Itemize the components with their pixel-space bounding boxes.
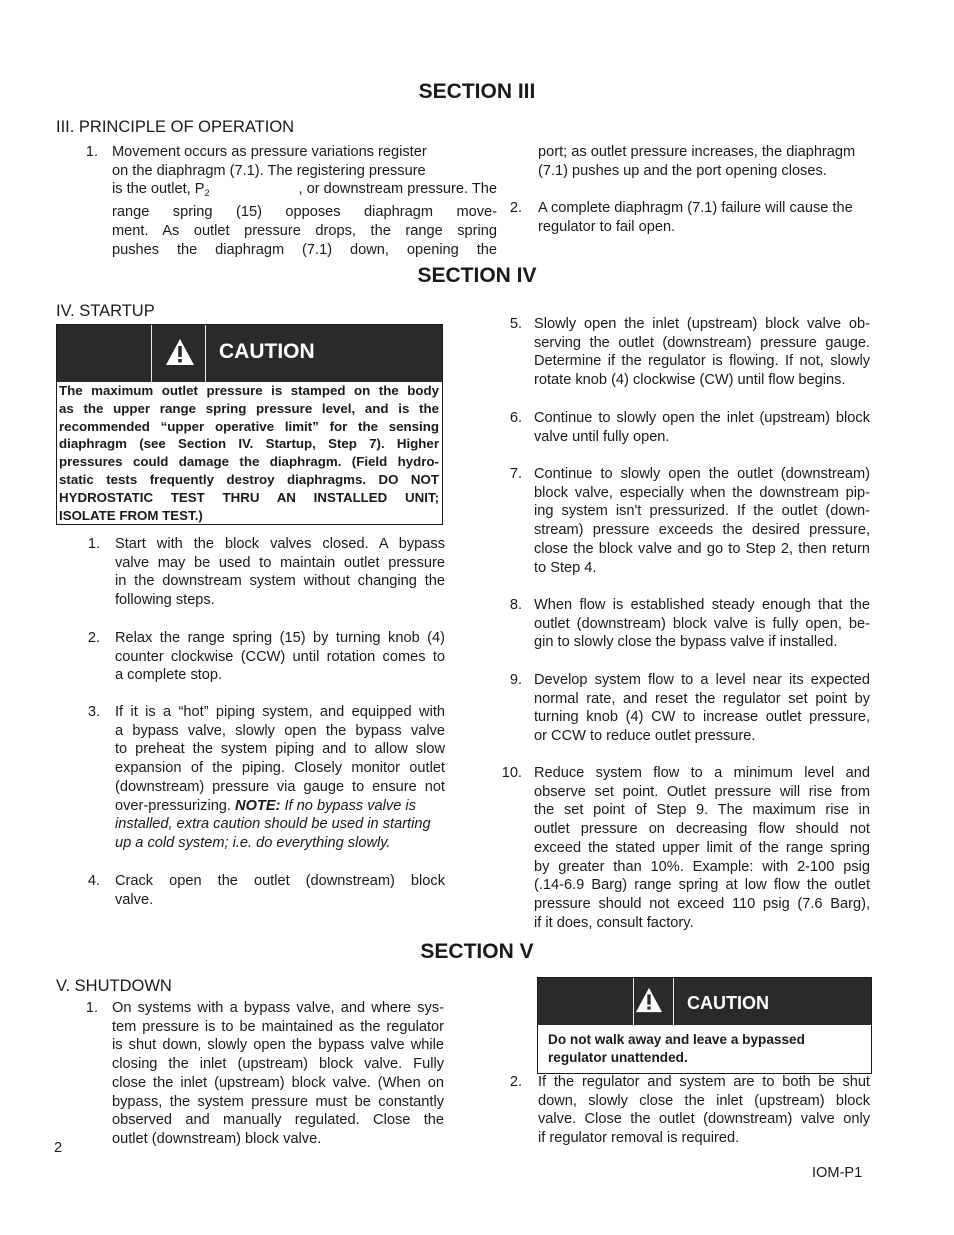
startup-heading: IV. STARTUP (56, 302, 155, 320)
document-code: IOM-P1 (812, 1165, 863, 1181)
shutdown-step-2: 2. If the regulator and system are to both be shut down, slowly close the inlet (upstream) block valve. Close the outlet (downstream) valve only if regulator removal is required. (509, 1074, 870, 1147)
warning-triangle-icon (635, 987, 663, 1013)
principle-item-1: 1. Movement occurs as pressure variations register on the diaphragm (7.1). The registering pressure is the outlet, $P_2$ , or downstream pressure. The range spring (15) opposes diaphragm move- ment. As outlet pressure drops, the range spring pushes the diaphragm (7.1) down, opening the (85, 144, 497, 258)
startup-caution-text: The maximum outlet pressure is stamped on the body as the upper range spring pressure level, and is the recommended “upper operative limit” for the sensing diaphragm (see Section IV. Startup, Step 7). Higher pressures could damage the diaphragm. (Field hydro- static tests frequently destroy diaphragms. DO NOT HYDROSTATIC TEST THRU AN INSTALLED UNIT; ISOLATE FROM TEST.) (59, 383, 439, 523)
shutdown-caution-header (538, 978, 871, 1025)
startup-step-8: 8. When flow is established steady enough that the outlet (downstream) block valve is fully open, be- gin to slowly close the bypass valve if installed. (509, 597, 870, 651)
section-iv-title: SECTION IV (417, 264, 537, 287)
warning-triangle-icon (165, 338, 195, 366)
startup-step-5: 5. Slowly open the inlet (upstream) block valve ob- serving the outlet (downstream) pressure gauge. Determine if the regulator is flowing. If not, slowly rotate knob (4) clockwise (CW) until flow begins. (509, 316, 870, 389)
shutdown-heading: V. SHUTDOWN (56, 977, 172, 995)
startup-step-3: 3. If it is a “hot” piping system, and equipped with a bypass valve, slowly open the bypass valve to preheat the system piping and to allow slow expansion of the piping. Closely monitor outlet (downstream) pressure via gauge to ensure not over-pressurizing. NOTE: If no bypass valve is installed, extra caution should be used in starting up a cold system; i.e. do everything slowly. (87, 704, 445, 851)
shutdown-caution-box (537, 977, 872, 1074)
startup-caution-label: CAUTION (219, 340, 315, 363)
shutdown-caution-label: CAUTION (687, 993, 769, 1013)
principle-item-1-continued: port; as outlet pressure increases, the diaphragm (7.1) pushes up and the port opening closes. (538, 144, 856, 179)
shutdown-step-1: 1. On systems with a bypass valve, and where sys- tem pressure is to be maintained as the regulator is shut down, slowly open the bypass valve while closing the inlet (upstream) block valve. Fully close the inlet (upstream) block valve. (When on bypass, the system pressure must be constantly observed and manually regulated. Close the outlet (downstream) block valve. (85, 1000, 444, 1147)
startup-caution-box (56, 324, 443, 525)
startup-step-10: 10. Reduce system flow to a minimum level and observe set point. Outlet pressure will rise from the set point of Step 9. The maximum rise in outlet pressure on decreasing flow should not exceed the stated upper limit of the range spring by greater than 10%. Example: with 2-100 psig (.14-6.9 Barg) range spring at low flow the outlet pressure should not exceed 110 psig (7.6 Barg), if it does, consult factory. (501, 765, 870, 931)
startup-step-6: 6. Continue to slowly open the inlet (upstream) block valve until fully open. (509, 410, 870, 445)
startup-step-9: 9. Develop system flow to a level near its expected normal rate, and reset the regulator set point by turning knob (4) CW to increase outlet pressure, or CCW to reduce outlet pressure. (509, 672, 870, 745)
startup-caution-header (57, 325, 442, 382)
startup-step-2: 2. Relax the range spring (15) by turning knob (4) counter clockwise (CCW) until rotation comes to a complete stop. (87, 630, 445, 684)
section-iii-title: SECTION III (418, 80, 536, 103)
principle-heading: III. PRINCIPLE OF OPERATION (56, 118, 295, 136)
principle-item-2: 2. A complete diaphragm (7.1) failure will cause the regulator to fail open. (509, 200, 853, 235)
page-number: 2 (54, 1140, 63, 1156)
note-line: over-pressurizing. NOTE: If no bypass valve is (115, 797, 416, 814)
startup-step-7: 7. Continue to slowly open the outlet (downstream) block valve, especially when the downstream pip- ing system isn't pressurized. If the outlet (down- stream) pressure exceeds the desired pressure, close the block valve and go to Step 2, then return to Step 4. (509, 466, 870, 576)
section-v-title: SECTION V (420, 940, 534, 963)
startup-step-1: 1. Start with the block valves closed. A bypass valve may be used to maintain outlet pressure in the downstream system without changing the following steps. (87, 536, 445, 609)
shutdown-caution-text: Do not walk away and leave a bypassed regulator unattended. (548, 1032, 805, 1065)
startup-step-4: 4. Crack open the outlet (downstream) block valve. (87, 873, 445, 908)
